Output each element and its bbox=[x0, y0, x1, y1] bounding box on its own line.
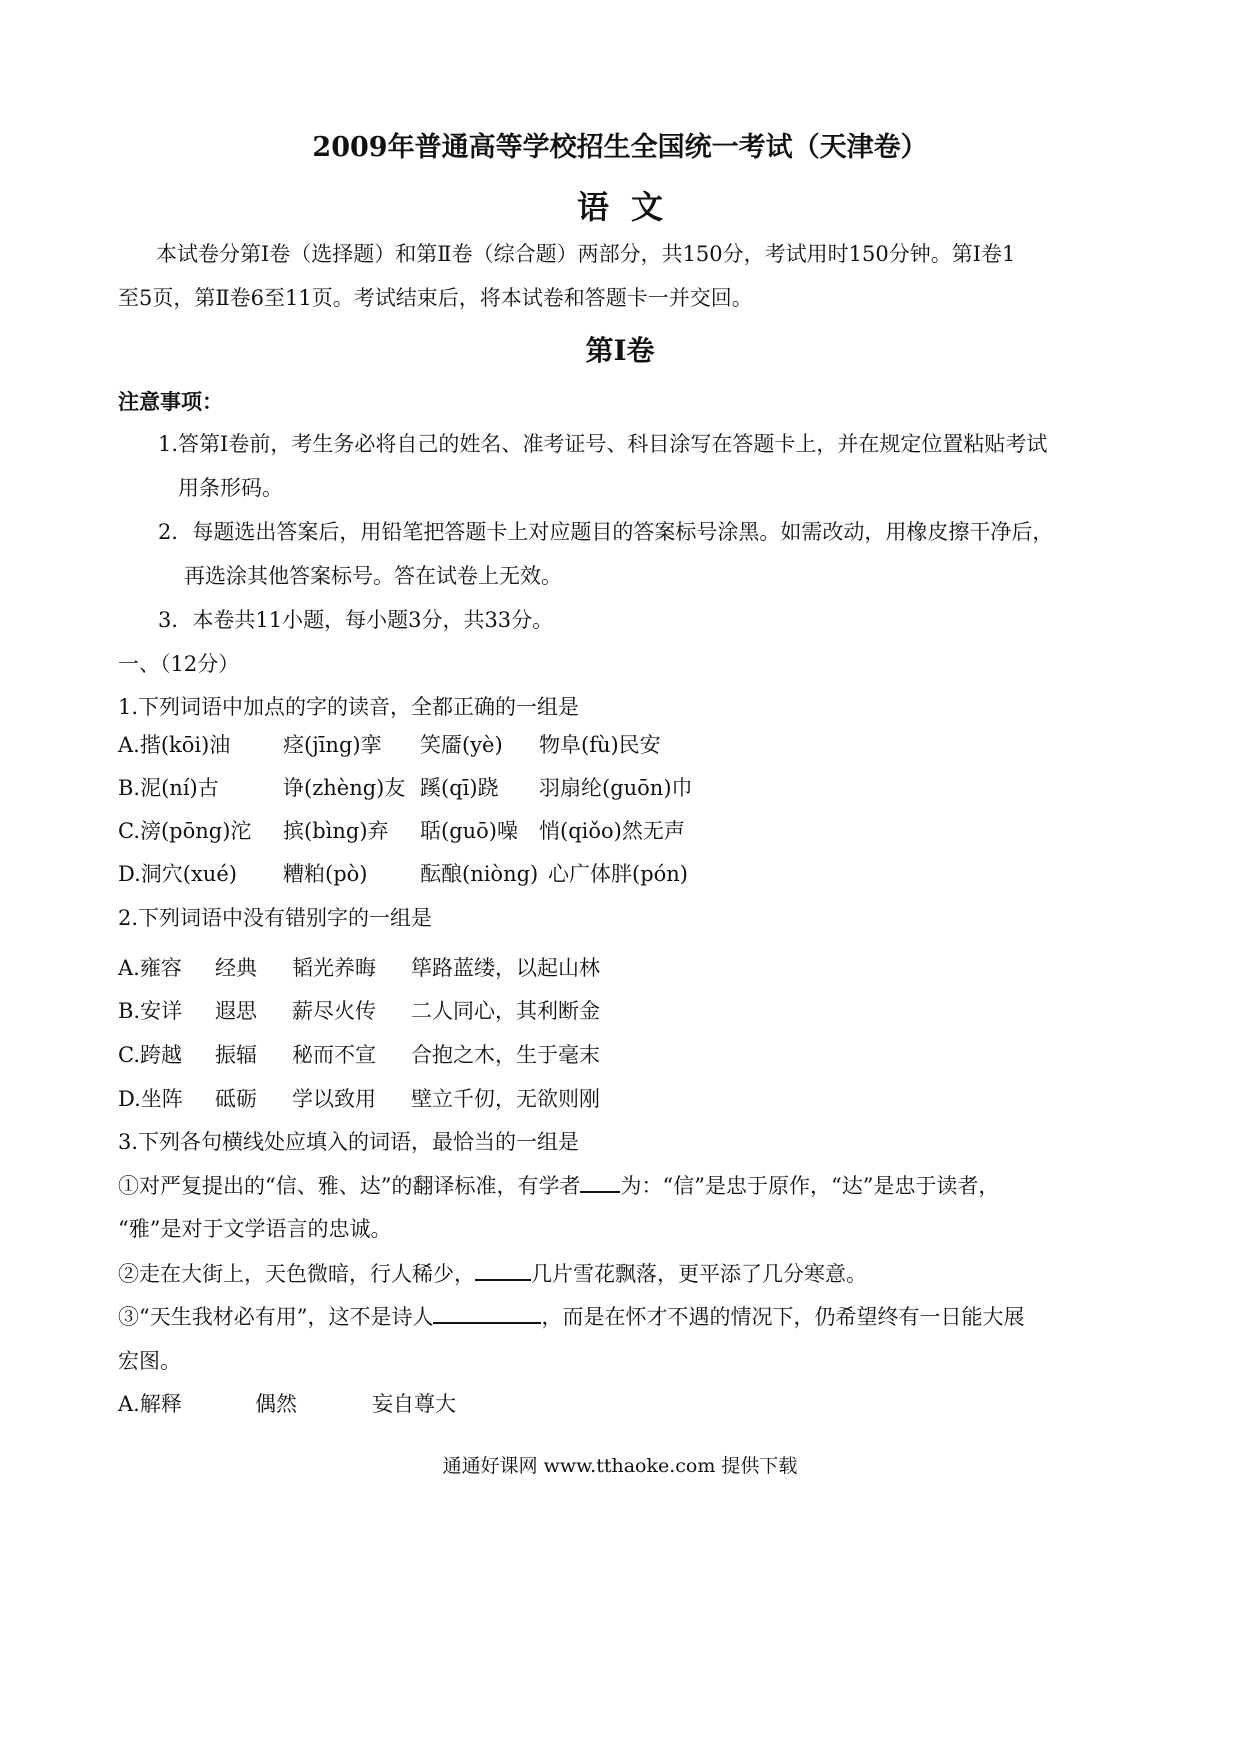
intro-line-1: 本试卷分第Ⅰ卷（选择题）和第Ⅱ卷（综合题）两部分，共150分，考试用时150分钟。第Ⅰ卷1 bbox=[156, 242, 1016, 266]
footer-source: 通通好课网 www.tthaoke.com 提供下载 bbox=[442, 1455, 798, 1477]
q3-sentence-3: ③“天生我材必有用”，这不是诗人 ，而是在怀才不遇的情况下，仍希望终有一日能大展 bbox=[118, 1305, 1025, 1329]
q3-blank-3 bbox=[433, 1321, 541, 1324]
q3-sentence-3-cont: 宏图。 bbox=[118, 1349, 181, 1373]
notice-heading: 注意事项： bbox=[118, 389, 223, 414]
notice-2-cont: 再选涂其他答案标号。答在试卷上无效。 bbox=[184, 564, 562, 588]
notice-1: 1.答第Ⅰ卷前，考生务必将自己的姓名、准考证号、科目涂写在答题卡上，并在规定位置粘贴考试 bbox=[158, 432, 1048, 456]
subject-title: 语文 bbox=[576, 188, 685, 226]
q3-blank-1 bbox=[580, 1190, 620, 1193]
exam-title: 2009年普通高等学校招生全国统一考试（天津卷） bbox=[312, 132, 928, 163]
q2-stem: 2.下列词语中没有错别字的一组是 bbox=[118, 906, 433, 930]
q1-stem: 1.下列词语中加点的字的读音，全都正确的一组是 bbox=[118, 695, 580, 719]
q3-blank-2 bbox=[475, 1278, 531, 1281]
notice-2: 2．每题选出答案后，用铅笔把答题卡上对应题目的答案标号涂黑。如需改动，用橡皮擦干净后， bbox=[158, 520, 1054, 544]
volume-title: 第Ⅰ卷 bbox=[585, 334, 655, 367]
q3-stem: 3.下列各句横线处应填入的词语，最恰当的一组是 bbox=[118, 1130, 580, 1154]
notice-1-cont: 用条形码。 bbox=[178, 476, 283, 500]
q3-sentence-1-cont: “雅”是对于文学语言的忠诚。 bbox=[118, 1217, 392, 1241]
q3-sentence-2: ②走在大街上，天色微暗，行人稀少， 几片雪花飘落，更平添了几分寒意。 bbox=[118, 1262, 867, 1286]
section-one-heading: 一、（12分） bbox=[118, 652, 240, 676]
notice-3: 3．本卷共11小题，每小题3分，共33分。 bbox=[158, 608, 554, 632]
q3-sentence-1: ①对严复提出的“信、雅、达”的翻译标准，有学者 为：“信”是忠于原作，“达”是忠于读者， bbox=[118, 1174, 1000, 1198]
exam-page: 2009年普通高等学校招生全国统一考试（天津卷） 语文 本试卷分第Ⅰ卷（选择题）和第Ⅱ卷（综合题）两部分，共150分，考试用时150分钟。第Ⅰ卷1 至5页，第Ⅱ卷6至11页。考试结束后，将本试卷和答题卡一并交回。 第Ⅰ卷 注意事项： 1.答第Ⅰ卷前，考生务必将自己的姓名、准考证号、科目涂写在答题卡上，并在规定位置粘贴考试 用条形码。 2．每题选出答案后，用铅笔把答题卡上对应题目的答案标号涂黑。如需改动，用橡皮擦干净后， 再选涂其他答案标号。答在试卷上无效。 3．本卷共11小题，每小题3分，共33分。 一、（12分） 1.下列词语中加点的字的读音，全都正确的一组是 A.揩(kōi)油 痉(jīng)挛 笑靥(yè) 物阜(fù)民安 B.泥(ní)古 诤(zhèng)友 蹊(qī)跷 羽扇纶(guōn)巾 C.滂(pōng)沱 摈(bìng)弃 聒(guō)噪 悄(qiǒo)然无声 D.洞穴(xué) 糟粕(pò) 酝酿(niòng) 心广体胖(pón) 2.下列词语中没有错别字的一组是 A.雍容 经典 韬光养晦 筚路蓝缕，以起山林 B.安详 遐思 薪尽火传 二人同心，其利断金 C.跨越 振辐 秘而不宣 合抱之木，生于毫末 D.坐阵 砥砺 学以致用 壁立千仞，无欲则刚 3.下列各句横线处应填入的词语，最恰当的一组是 ①对严复提出的“信、雅、达”的翻译标准，有学者 为：“信”是忠于原作，“达”是忠于读者， “雅”是对于文学语言的忠诚。 ②走在大街上，天色微暗，行人稀少， 几片雪花飘落，更平添了几分寒意。 ③“天生我材必有用”，这不是诗人 ，而是在怀才不遇的情况下，仍希望终有一日能大展 宏图。 A.解释 偶然 妄自尊大 通通好课网 www.tthaoke.com 提供下载 bbox=[0, 0, 1240, 1754]
intro-line-2: 至5页，第Ⅱ卷6至11页。考试结束后，将本试卷和答题卡一并交回。 bbox=[118, 286, 753, 310]
